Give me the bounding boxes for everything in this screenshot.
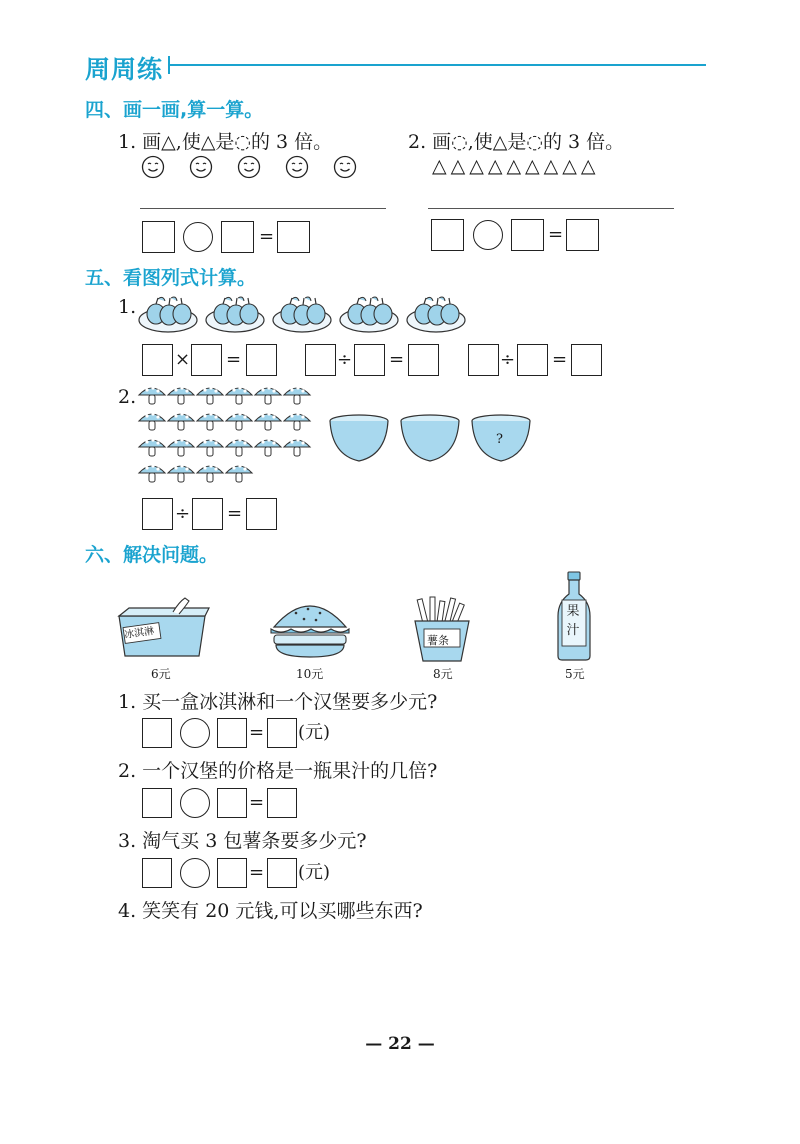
answer-box[interactable] xyxy=(142,344,173,376)
mushroom-grid-illustration xyxy=(137,383,327,485)
equals-sign: = xyxy=(249,722,265,743)
pear-plates-illustration xyxy=(138,290,473,336)
drawing-line-2[interactable] xyxy=(428,208,674,209)
bowl-icon xyxy=(328,413,390,463)
equals-sign: = xyxy=(249,792,265,813)
section-4-heading: 四、画一画,算一算。 xyxy=(85,99,264,121)
burger-illustration xyxy=(268,599,352,661)
operator-circle[interactable] xyxy=(473,220,503,250)
s5-question-1-number: 1. xyxy=(118,296,137,318)
s6-question-3: 3. 淘气买 3 包薯条要多少元? xyxy=(118,830,367,852)
juice-price: 5元 xyxy=(565,667,585,681)
ice-cream-label: 冰淇淋 xyxy=(123,625,155,642)
unit-yuan: (元) xyxy=(298,722,331,743)
page-title: 周周练 xyxy=(85,55,164,84)
smiley-icon xyxy=(141,155,165,179)
answer-box[interactable] xyxy=(517,344,548,376)
fries-label: 薯条 xyxy=(427,634,449,647)
answer-box[interactable] xyxy=(142,498,173,530)
equals-sign: = xyxy=(249,862,265,883)
equals-sign: = xyxy=(548,224,564,245)
smiley-icon xyxy=(189,155,213,179)
s6-question-2: 2. 一个汉堡的价格是一瓶果汁的几倍? xyxy=(118,760,438,782)
bowl-question-mark: ? xyxy=(496,432,503,447)
operator-circle[interactable] xyxy=(180,858,210,888)
answer-box[interactable] xyxy=(277,221,310,253)
s6-question-4: 4. 笑笑有 20 元钱,可以买哪些东西? xyxy=(118,900,423,922)
equals-sign: = xyxy=(552,349,568,370)
answer-box[interactable] xyxy=(305,344,336,376)
answer-box[interactable] xyxy=(191,344,222,376)
section-6-heading: 六、解决问题。 xyxy=(85,544,219,566)
page-number: — 22 — xyxy=(365,1034,435,1054)
answer-box[interactable] xyxy=(431,219,464,251)
s5-question-2-number: 2. xyxy=(118,386,137,408)
answer-box[interactable] xyxy=(468,344,499,376)
drawing-line-1[interactable] xyxy=(140,208,386,209)
unit-yuan: (元) xyxy=(298,862,331,883)
times-sign: × xyxy=(175,349,191,370)
fries-illustration xyxy=(407,595,477,663)
s6-question-1: 1. 买一盒冰淇淋和一个汉堡要多少元? xyxy=(118,691,438,713)
answer-box[interactable] xyxy=(217,788,247,818)
title-rule xyxy=(168,64,706,66)
answer-box[interactable] xyxy=(221,221,254,253)
answer-box[interactable] xyxy=(566,219,599,251)
equals-sign: = xyxy=(226,349,242,370)
equals-sign: = xyxy=(227,503,243,524)
fries-price: 8元 xyxy=(433,667,453,681)
s4-question-1: 1. 画△,使△是◌的 3 倍。 xyxy=(118,131,333,153)
bowl-icon xyxy=(399,413,461,463)
smiley-icon xyxy=(285,155,309,179)
ice-cream-price: 6元 xyxy=(151,667,171,681)
operator-circle[interactable] xyxy=(180,788,210,818)
operator-circle[interactable] xyxy=(180,718,210,748)
answer-box[interactable] xyxy=(246,498,277,530)
smiley-icon xyxy=(237,155,261,179)
answer-box[interactable] xyxy=(142,858,172,888)
answer-box[interactable] xyxy=(142,788,172,818)
answer-box[interactable] xyxy=(246,344,277,376)
answer-box[interactable] xyxy=(511,219,544,251)
answer-box[interactable] xyxy=(571,344,602,376)
divide-sign: ÷ xyxy=(175,503,191,524)
divide-sign: ÷ xyxy=(337,349,353,370)
answer-box[interactable] xyxy=(217,718,247,748)
answer-box[interactable] xyxy=(354,344,385,376)
section-5-heading: 五、看图列式计算。 xyxy=(85,267,257,289)
equals-sign: = xyxy=(389,349,405,370)
equals-sign: = xyxy=(259,226,275,247)
answer-box[interactable] xyxy=(408,344,439,376)
divide-sign: ÷ xyxy=(500,349,516,370)
s4-question-2: 2. 画◌,使△是◌的 3 倍。 xyxy=(408,131,625,153)
answer-box[interactable] xyxy=(267,718,297,748)
burger-price: 10元 xyxy=(296,667,324,681)
triangle-row: △△△△△△△△△ xyxy=(432,155,600,177)
juice-label: 果汁 xyxy=(566,604,580,638)
smiley-icon xyxy=(333,155,357,179)
answer-box[interactable] xyxy=(192,498,223,530)
answer-box[interactable] xyxy=(142,718,172,748)
answer-box[interactable] xyxy=(267,788,297,818)
answer-box[interactable] xyxy=(217,858,247,888)
answer-box[interactable] xyxy=(267,858,297,888)
operator-circle[interactable] xyxy=(183,222,213,252)
answer-box[interactable] xyxy=(142,221,175,253)
